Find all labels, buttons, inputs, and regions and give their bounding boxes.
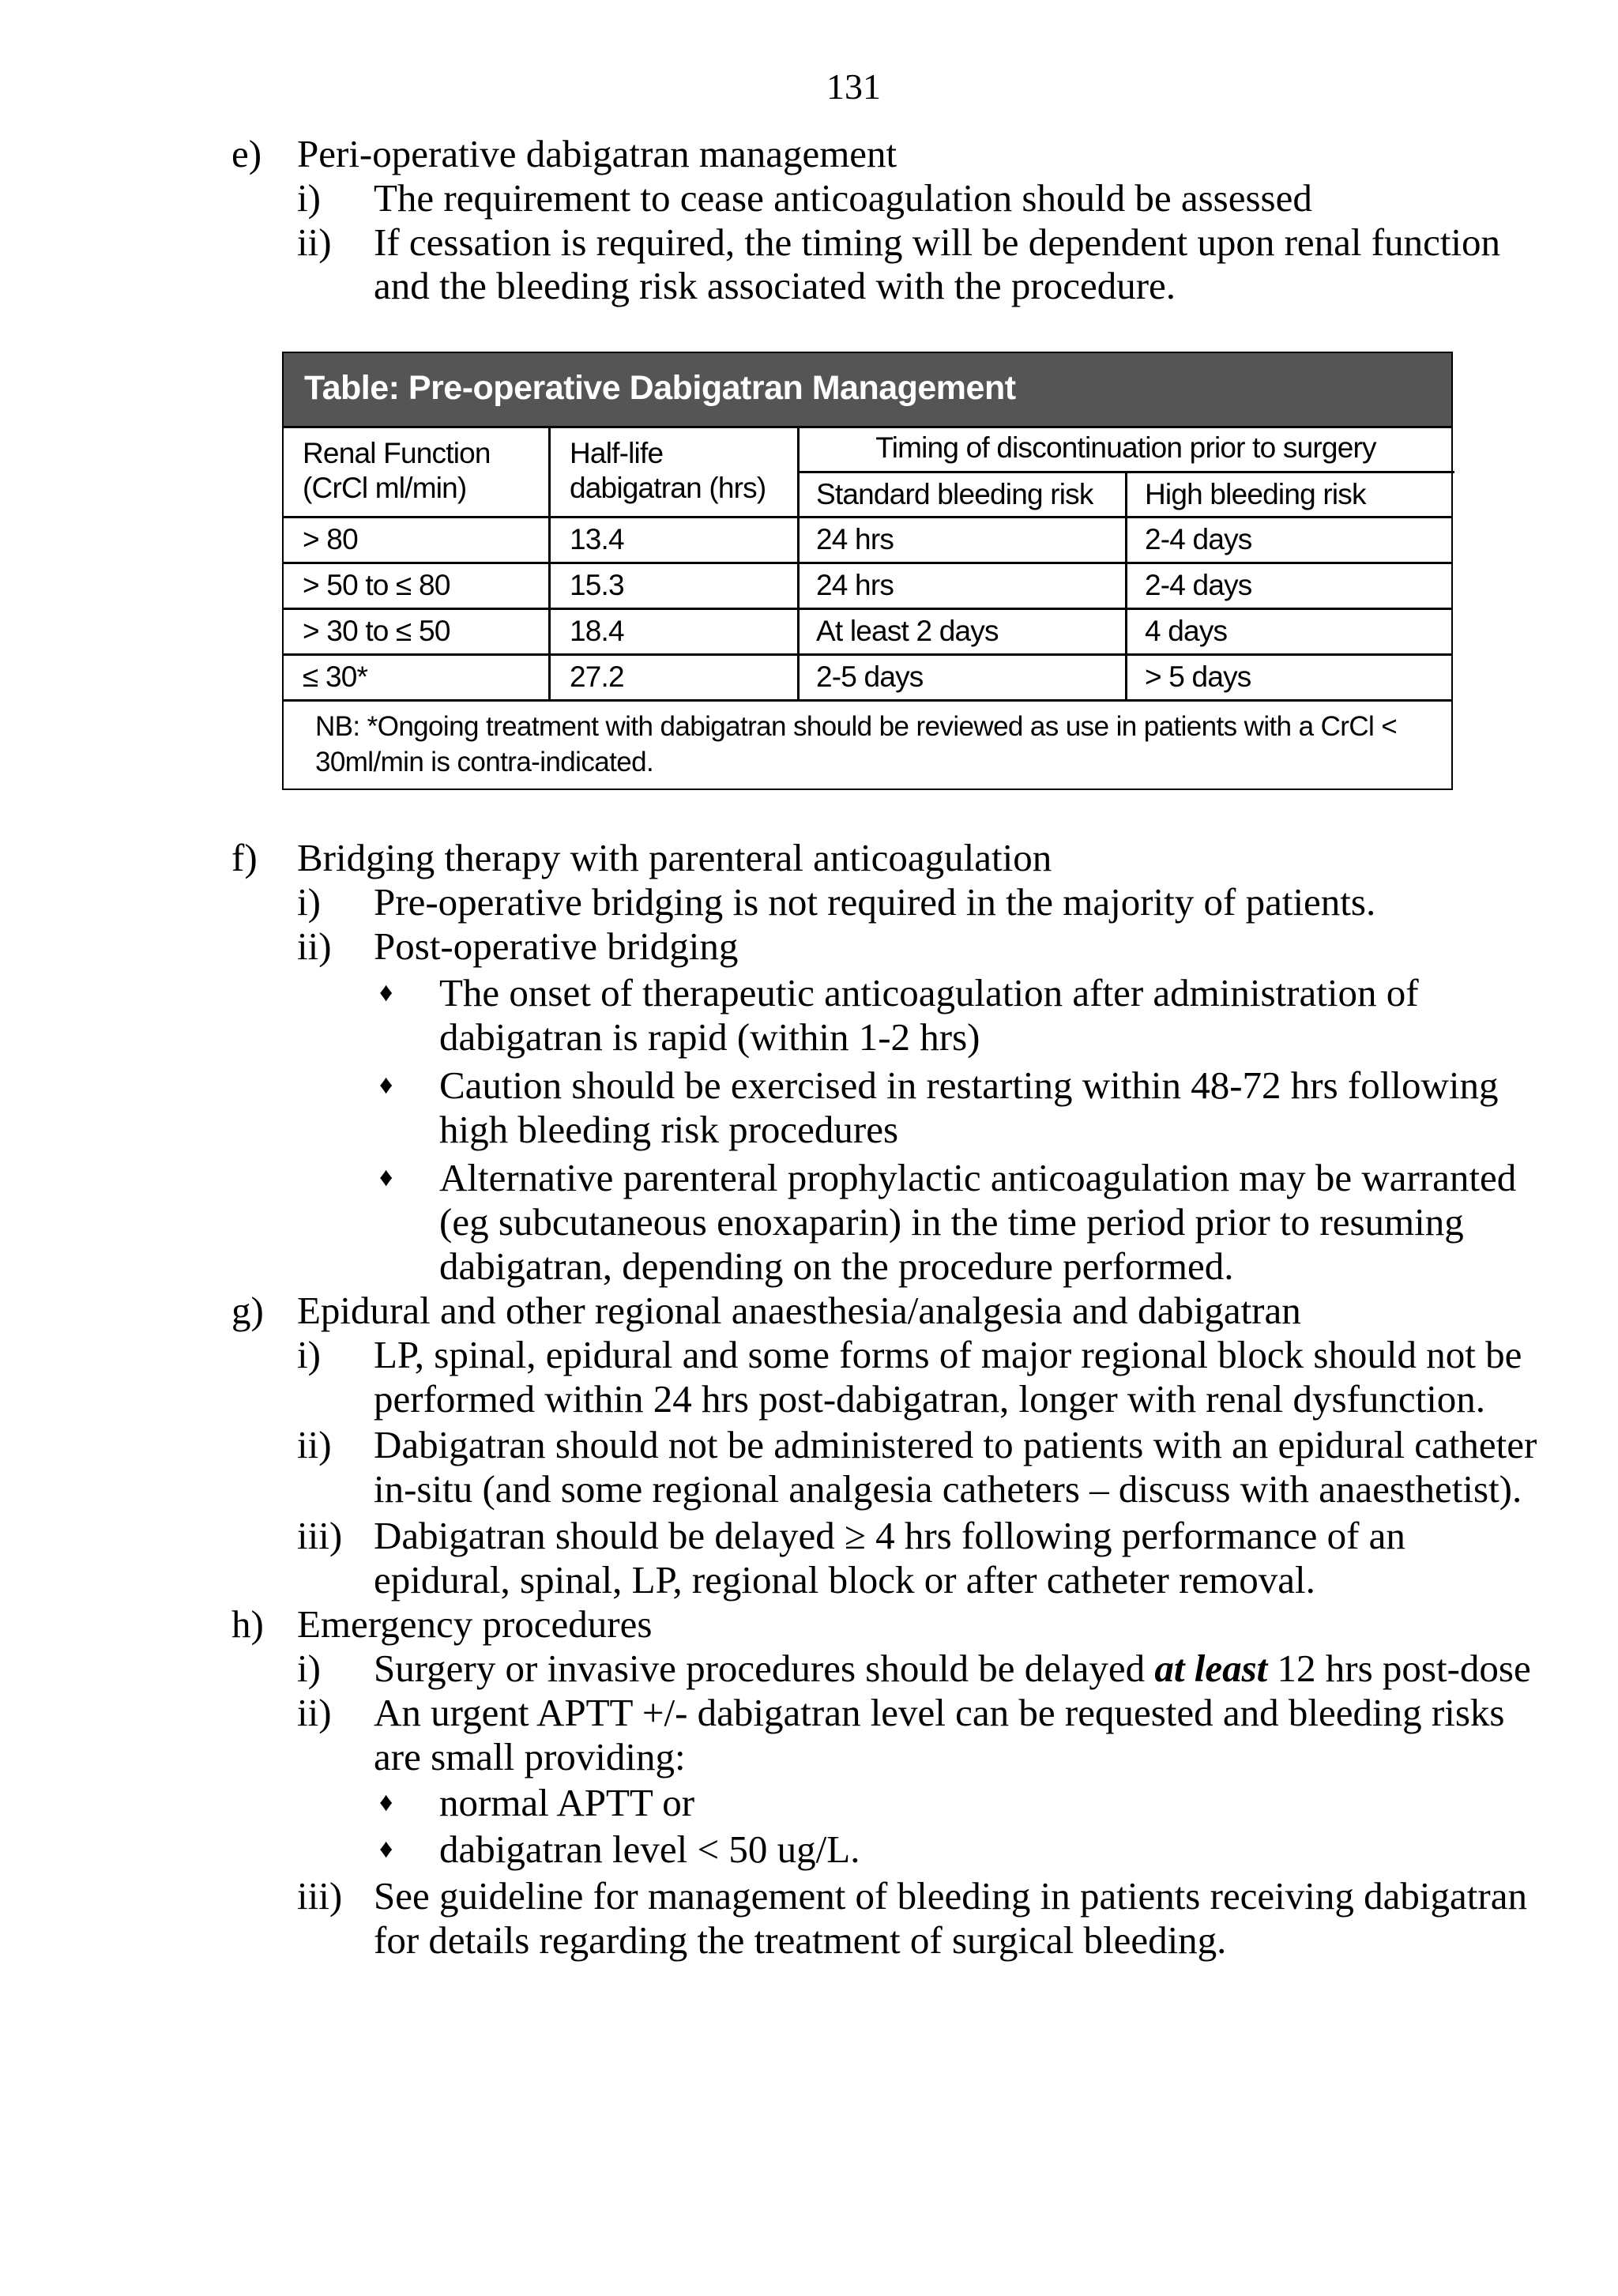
table-rule	[284, 699, 1451, 702]
table-cell: ≤ 30*	[303, 661, 368, 693]
section-e-label: e)	[231, 132, 262, 175]
section-f-label: f)	[231, 836, 258, 879]
table-cell: 13.4	[570, 523, 624, 555]
bullet-diamond-icon: ♦	[379, 1835, 393, 1864]
table-cell: 2-5 days	[816, 661, 924, 693]
bullet-diamond-icon: ♦	[379, 978, 393, 1007]
table-note-2: 30ml/min is contra-indicated.	[315, 747, 654, 777]
bullet-text: dabigatran level < 50 ug/L.	[439, 1827, 860, 1871]
section-h-item-ii-text-2: are small providing:	[374, 1735, 686, 1778]
section-f-item-i-label: i)	[297, 880, 321, 924]
table-note: NB: *Ongoing treatment with dabigatran should be reviewed as use in patients with a CrCl <	[315, 711, 1398, 742]
section-h-item-i-text	[374, 1647, 1531, 1691]
table-cell: 4 days	[1145, 615, 1228, 647]
text-run: 12 hrs post-dose	[1267, 1647, 1531, 1690]
section-g-title: Epidural and other regional anaesthesia/analgesia and dabigatran	[297, 1289, 1301, 1332]
section-f-item-ii-label: ii)	[297, 924, 332, 968]
header-high-risk: High bleeding risk	[1145, 478, 1366, 510]
bullet-diamond-icon: ♦	[379, 1788, 393, 1817]
section-h-item-iii-text-2: for details regarding the treatment of surgical bleeding.	[374, 1918, 1227, 1962]
section-g-item-ii-text-2: in-situ (and some regional analgesia catheters – discuss with anaesthetist).	[374, 1467, 1522, 1511]
section-e-item-ii-label: ii)	[297, 220, 332, 264]
bullet-diamond-icon: ♦	[379, 1071, 393, 1100]
table-rule	[284, 608, 1451, 610]
section-h-item-iii-label: iii)	[297, 1874, 343, 1918]
bullet-text: Caution should be exercised in restarting within 48-72 hrs following	[439, 1063, 1499, 1107]
header-timing-group: Timing of discontinuation prior to surgery	[875, 431, 1376, 464]
table-rule	[1125, 471, 1127, 699]
bullet-text: dabigatran is rapid (within 1-2 hrs)	[439, 1015, 980, 1059]
section-h-label: h)	[231, 1602, 264, 1646]
table-cell: 2-4 days	[1145, 569, 1252, 601]
table-rule	[284, 516, 1451, 518]
header-renal-function-unit: (CrCl ml/min)	[303, 472, 467, 504]
header-half-life: Half-life	[570, 437, 664, 469]
table-cell: > 50 to ≤ 80	[303, 569, 450, 601]
section-f-item-ii-text: Post-operative bridging	[374, 924, 739, 968]
table-cell: 18.4	[570, 615, 624, 647]
section-g-item-iii-text: Dabigatran should be delayed ≥ 4 hrs following performance of an	[374, 1514, 1405, 1557]
section-g-item-iii-label: iii)	[297, 1514, 343, 1557]
emphasis-at-least: at least	[1154, 1647, 1268, 1690]
table-rule	[548, 426, 551, 699]
table-cell: 27.2	[570, 661, 624, 693]
table-cell: 24 hrs	[816, 523, 894, 555]
bullet-text: (eg subcutaneous enoxaparin) in the time period prior to resuming	[439, 1200, 1464, 1244]
bullet-text: The onset of therapeutic anticoagulation after administration of	[439, 971, 1419, 1014]
bullet-text: Alternative parenteral prophylactic anticoagulation may be warranted	[439, 1156, 1517, 1199]
table-rule	[284, 653, 1451, 656]
section-h-item-iii-text: See guideline for management of bleeding in patients receiving dabigatran	[374, 1874, 1527, 1918]
section-e-item-i-label: i)	[297, 176, 321, 220]
section-h-title: Emergency procedures	[297, 1602, 653, 1646]
section-g-item-ii-label: ii)	[297, 1423, 332, 1466]
table-title-bar	[284, 353, 1451, 426]
section-h-item-ii-label: ii)	[297, 1691, 332, 1734]
table-cell: 15.3	[570, 569, 624, 601]
section-e-item-ii-text-2: and the bleeding risk associated with the procedure.	[374, 264, 1176, 307]
section-f-title: Bridging therapy with parenteral anticoagulation	[297, 836, 1052, 879]
section-g-label: g)	[231, 1289, 264, 1332]
table-cell: > 5 days	[1145, 661, 1251, 693]
section-g-item-i-text: LP, spinal, epidural and some forms of major regional block should not be	[374, 1333, 1522, 1376]
table-rule	[284, 426, 1451, 428]
section-g-item-i-label: i)	[297, 1333, 321, 1376]
section-g-item-iii-text-2: epidural, spinal, LP, regional block or after catheter removal.	[374, 1558, 1315, 1602]
table-title: Table: Pre-operative Dabigatran Management	[304, 369, 1016, 407]
section-h-item-i-label: i)	[297, 1647, 321, 1690]
bullet-text: high bleeding risk procedures	[439, 1108, 899, 1151]
text-run: Surgery or invasive procedures should be delayed	[374, 1647, 1155, 1690]
section-f-item-i-text: Pre-operative bridging is not required in the majority of patients.	[374, 880, 1376, 924]
header-standard-risk: Standard bleeding risk	[816, 478, 1093, 510]
section-e-item-i-text: The requirement to cease anticoagulation should be assessed	[374, 176, 1312, 220]
table-cell: 2-4 days	[1145, 523, 1252, 555]
table-cell: At least 2 days	[816, 615, 999, 647]
table-cell: > 30 to ≤ 50	[303, 615, 450, 647]
section-e-item-ii-text: If cessation is required, the timing will be dependent upon renal function	[374, 220, 1501, 264]
bullet-text: dabigatran, depending on the procedure performed.	[439, 1244, 1234, 1288]
bullet-diamond-icon: ♦	[379, 1163, 393, 1192]
header-half-life-unit: dabigatran (hrs)	[570, 472, 766, 504]
bullet-text: normal APTT or	[439, 1781, 695, 1824]
dabigatran-table	[282, 352, 1453, 790]
header-renal-function: Renal Function	[303, 437, 491, 469]
section-g-item-ii-text: Dabigatran should not be administered to patients with an epidural catheter	[374, 1423, 1537, 1466]
page-number: 131	[826, 66, 881, 107]
table-cell: > 80	[303, 523, 358, 555]
section-e-title: Peri-operative dabigatran management	[297, 132, 897, 175]
section-g-item-i-text-2: performed within 24 hrs post-dabigatran, longer with renal dysfunction.	[374, 1377, 1486, 1421]
table-cell: 24 hrs	[816, 569, 894, 601]
table-rule	[797, 426, 800, 699]
table-rule	[284, 562, 1451, 564]
section-h-item-ii-text: An urgent APTT +/- dabigatran level can be requested and bleeding risks	[374, 1691, 1505, 1734]
